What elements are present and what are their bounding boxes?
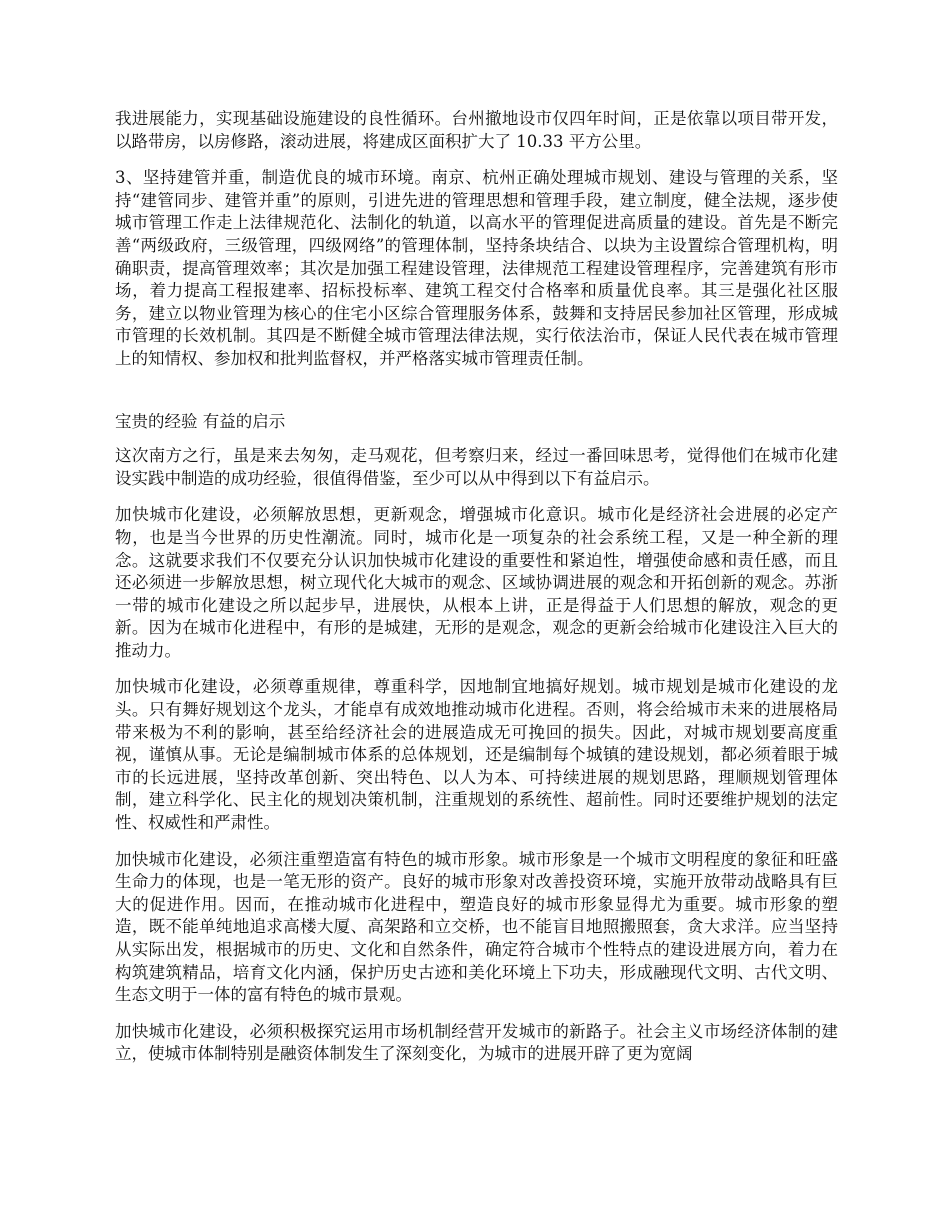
document-page — [115, 108, 838, 1080]
paragraph-city-image: 加快城市化建设，必须注重塑造富有特色的城市形象。城市形象是一个城市文明程度的象征和旺盛生命力的体现，也是一笔无形的资产。良好的城市形象对改善投资环境，实施开放带动战略具有巨大的促进作用。因而，在推动城市化进程中，塑造良好的城市形象显得尤为重要。城市形象的塑造，既不能单纯地追求高楼大厦、高架路和立交桥，也不能盲目地照搬照套，贪大求洋。应当坚持从实际出发，根据城市的历史、文化和自然条件，确定符合城市个性特点的建设进展方向，着力在构筑建筑精品，培育文化内涵，保护历史古迹和美化环境上下功夫，形成融现代文明、古代文明、生态文明于一体的富有特色的城市景观。 — [115, 849, 838, 1005]
paragraph-planning: 加快城市化建设，必须尊重规律，尊重科学，因地制宜地搞好规划。城市规划是城市化建设的龙头。只有舞好规划这个龙头，才能卓有成效地推动城市化进程。否则，将会给城市未来的进展格局带来极为不利的影响，甚至给经济社会的进展造成无可挽回的损失。因此，对城市规划要高度重视，谨慎从事。无论是编制城市体系的总体规划，还是编制每个城镇的建设规划，都必须着眼于城市的长远进展，坚持改革创新、突出特色、以人为本、可持续进展的规划思路，理顺规划管理体制，建立科学化、民主化的规划决策机制，注重规划的系统性、超前性。同时还要维护规划的法定性、权威性和严肃性。 — [115, 677, 838, 833]
paragraph-trip-intro: 这次南方之行，虽是来去匆匆，走马观花，但考察归来，经过一番回味思考，觉得他们在城市化建设实践中制造的成功经验，很值得借鉴，至少可以从中得到以下有益启示。 — [115, 446, 838, 488]
paragraph-market-mechanism: 加快城市化建设，必须积极探究运用市场机制经营开发城市的新路子。社会主义市场经济体制的建立，使城市体制特别是融资体制发生了深刻变化，为城市的进展开辟了更为宽阔 — [115, 1021, 838, 1064]
paragraph-infrastructure-cycle: 我进展能力，实现基础设施建设的良性循环。台州撤地设市仅四年时间，正是依靠以项目带开发，以路带房，以房修路，滚动进展，将建成区面积扩大了 10.33 平方公里。 — [115, 109, 838, 151]
paragraph-construction-management: 3、坚持建管并重，制造优良的城市环境。南京、杭州正确处理城市规划、建设与管理的关系，坚持“建管同步、建管并重”的原则，引进先进的管理思想和管理手段，建立制度，健全法规，逐步使城市管理工作走上法律规范化、法制化的轨道，以高水平的管理促进高质量的建设。首先是不断完善“两级政府，三级管理，四级网络”的管理体制，坚持条块结合、以块为主设置综合管理机构，明确职责，提高管理效率；其次是加强工程建设管理，法律规范工程建设管理程序，完善建筑有形市场，着力提高工程报建率、招标投标率、建筑工程交付合格率和质量优良率。其三是强化社区服务，建立以物业管理为核心的住宅小区综合管理服务体系，鼓舞和支持居民参加社区管理，形成城市管理的长效机制。其四是不断健全城市管理法律法规，实行依法治市，保证人民代表在城市管理上的知情权、参加权和批判监督权，并严格落实城市管理责任制。 — [115, 168, 838, 368]
paragraph-ideas-renewal: 加快城市化建设，必须解放思想，更新观念，增强城市化意识。城市化是经济社会进展的必定产物，也是当今世界的历史性潮流。同时，城市化是一项复杂的社会系统工程，又是一种全新的理念。这就要求我们不仅要充分认识加快城市化建设的重要性和紧迫性，增强使命感和责任感，而且还必须进一步解放思想，树立现代化大城市的观念、区域协调进展的观念和开拓创新的观念。苏浙一带的城市化建设之所以起步早，进展快，从根本上讲，正是得益于人们思想的解放，观念的更新。因为在城市化进程中，有形的是城建，无形的是观念，观念的更新会给城市化建设注入巨大的推动力。 — [115, 505, 838, 660]
section-heading: 宝贵的经验 有益的启示 — [115, 411, 286, 431]
